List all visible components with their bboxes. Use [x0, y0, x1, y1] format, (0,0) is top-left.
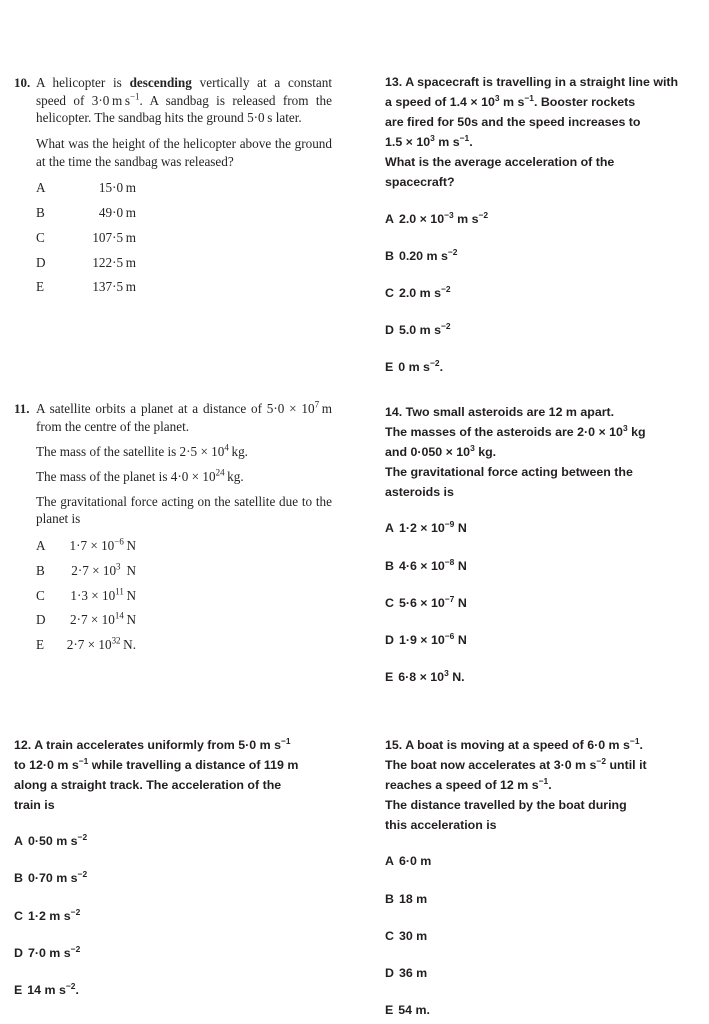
question-12 [14, 735, 344, 1000]
question-15 [385, 735, 695, 1020]
question-10-paragraph: What was the height of the helicopter above the ground at the time the sandbag was released? [36, 136, 332, 169]
option-value: 122·5 m [92, 254, 136, 270]
option-value: 6·0 m [398, 854, 432, 869]
question-11 [14, 400, 332, 661]
option-letter: E [385, 669, 394, 684]
option-value: 107·5 m [92, 229, 136, 245]
question-15-line: reaches a speed of 12 m $s^{-1}$. [385, 776, 552, 793]
option-letter: A [36, 538, 46, 554]
right-column [368, 0, 709, 1024]
option-value: 30 m [398, 928, 428, 943]
option-letter: A [385, 854, 394, 869]
question-13-line: spacecraft? [385, 175, 455, 190]
option-letter: B [36, 562, 45, 578]
question-14-options [385, 518, 695, 686]
option-c[interactable] [385, 926, 695, 946]
option-e[interactable] [36, 636, 332, 654]
question-14-line: 14. Two small asteroids are 12 m apart. [385, 405, 615, 419]
option-letter: D [14, 945, 23, 960]
option-letter: C [385, 595, 394, 610]
option-letter: B [385, 891, 394, 906]
question-10-number: 10. [14, 75, 31, 90]
option-letter: B [385, 248, 394, 263]
question-11-paragraph: The mass of the planet is $4\cdot 0 \times 10^{24}$ kg. [36, 467, 244, 485]
question-10-body [36, 74, 332, 170]
question-10-options [36, 179, 332, 295]
question-11-paragraph: The gravitational force acting on the satellite due to the planet is [36, 493, 332, 527]
option-a[interactable] [36, 537, 332, 555]
option-value: $2\cdot 7 \times 10^{14}$ N [70, 610, 136, 628]
question-13-line: What is the average acceleration of the [385, 155, 615, 170]
option-letter: B [385, 558, 394, 573]
option-letter: D [36, 254, 46, 270]
option-b[interactable] [36, 204, 332, 222]
option-a[interactable] [14, 831, 344, 851]
option-b[interactable] [14, 868, 344, 888]
question-12-line: train is [14, 798, 55, 813]
option-value: $2.0 \times 10^{-3}$ m $s^{-2}$ [398, 209, 489, 226]
question-11-paragraph: A satellite orbits a planet at a distance of $5\cdot 0 \times 10^7$ m from the centre of the planet. [36, 399, 332, 434]
option-c[interactable] [385, 593, 695, 613]
option-letter: E [36, 636, 45, 652]
question-12-line: 12. A train accelerates uniformly from 5·0 m $s^{-1}$ [14, 735, 291, 752]
question-12-options [14, 831, 344, 999]
option-value: 0 m $s^{-2}$. [398, 357, 444, 374]
option-value: $4\cdot 6 \times 10^{-8}$ N [398, 556, 467, 573]
question-13-line: a speed of $1.4 \times 10^3$ m $s^{-1}$. Booster rockets [385, 92, 636, 110]
option-a[interactable] [385, 209, 695, 229]
option-letter: A [14, 834, 23, 849]
question-14-line: The masses of the asteroids are $2\cdot 0 \times 10^3$ kg [385, 422, 646, 440]
option-d[interactable] [36, 254, 332, 272]
option-e[interactable] [385, 1000, 695, 1020]
question-13-line: $1.5 \times 10^3$ m $s^{-1}$. [385, 133, 473, 150]
option-letter: E [385, 1002, 394, 1017]
option-value: 1·2 m $s^{-2}$ [27, 906, 81, 923]
question-14-line: and $0\cdot 050 \times 10^3$ kg. [385, 443, 497, 460]
option-value: 18 m [398, 891, 428, 906]
question-11-options [36, 537, 332, 653]
option-letter: B [36, 205, 45, 221]
option-letter: C [14, 908, 23, 923]
option-value: 14 m $s^{-2}$. [27, 980, 79, 997]
option-letter: C [36, 587, 45, 603]
option-value: $1\cdot 7 \times 10^{-6}$ N [69, 536, 136, 554]
question-15-line: this acceleration is [385, 818, 497, 833]
option-d[interactable] [385, 963, 695, 983]
option-value: 137·5 m [92, 279, 136, 295]
option-letter: D [385, 965, 394, 980]
option-letter: A [385, 211, 394, 226]
option-value: 7·0 m $s^{-2}$ [27, 943, 81, 960]
option-value: $1\cdot 3 \times 10^{11}$ N [70, 586, 136, 603]
option-a[interactable] [385, 851, 695, 871]
option-a[interactable] [385, 518, 695, 538]
question-10 [14, 74, 332, 303]
option-value: 0·50 m $s^{-2}$ [27, 832, 88, 849]
option-d[interactable] [385, 630, 695, 650]
question-15-line: The distance travelled by the boat during [385, 798, 627, 813]
question-13 [385, 72, 695, 377]
option-letter: E [385, 359, 394, 374]
option-value: 49·0 m [98, 205, 136, 221]
option-c[interactable] [385, 283, 695, 303]
option-letter: E [36, 279, 45, 295]
option-value: 54 m. [398, 1002, 430, 1017]
option-a[interactable] [36, 179, 332, 197]
option-d[interactable] [385, 320, 695, 340]
question-11-body [36, 400, 332, 528]
option-value: 0.20 m $s^{-2}$ [398, 246, 458, 263]
option-letter: A [385, 521, 394, 536]
question-15-line: The boat now accelerates at 3·0 m $s^{-2}$ until it [385, 755, 647, 773]
option-letter: D [36, 612, 46, 628]
question-14-line: The gravitational force acting between the [385, 465, 633, 480]
option-b[interactable] [385, 246, 695, 266]
option-value: $2\cdot 7 \times 10^3$ N [71, 561, 136, 578]
question-10-paragraph: A helicopter is descending vertically at a constant speed of 3·0 m $s^{-1}$. A sandbag is released from the helicopter. The sandbag hits the ground 5·0 s later. [36, 75, 332, 126]
question-15-options [385, 851, 695, 1019]
question-15-line: 15. A boat is moving at a speed of 6·0 m $s^{-1}$. [385, 735, 643, 752]
question-14 [385, 402, 695, 687]
question-12-line: to 12·0 m $s^{-1}$ while travelling a distance of 119 m [14, 755, 299, 773]
option-letter: C [36, 229, 45, 245]
option-c[interactable] [14, 906, 344, 926]
question-11-paragraph: The mass of the satellite is $2\cdot 5 \times 10^4$ kg. [36, 442, 248, 460]
option-b[interactable] [36, 562, 332, 580]
option-c[interactable] [36, 229, 332, 247]
question-12-line: along a straight track. The acceleration of the [14, 778, 282, 793]
option-b[interactable] [385, 556, 695, 576]
option-e[interactable] [385, 667, 695, 687]
option-letter: B [14, 871, 23, 886]
option-value: 0·70 m $s^{-2}$ [27, 869, 88, 886]
option-e[interactable] [385, 357, 695, 377]
option-value: $6\cdot 8 \times 10^3$ N. [398, 667, 465, 684]
option-value: 2.0 m $s^{-2}$ [398, 283, 451, 300]
question-11-number: 11. [14, 401, 30, 416]
option-value: 36 m [398, 965, 428, 980]
option-e[interactable] [14, 980, 344, 1000]
option-letter: E [14, 982, 23, 997]
option-c[interactable] [36, 587, 332, 605]
option-d[interactable] [36, 611, 332, 629]
option-letter: D [385, 632, 394, 647]
option-value: 15·0 m [98, 180, 136, 196]
option-letter: D [385, 322, 394, 337]
option-letter: C [385, 285, 394, 300]
question-14-line: asteroids is [385, 485, 454, 500]
option-value: $5\cdot 6 \times 10^{-7}$ N [398, 593, 467, 610]
option-letter: C [385, 928, 394, 943]
option-value: 5.0 m $s^{-2}$ [398, 320, 451, 337]
option-value: $1\cdot 9 \times 10^{-6}$ N [398, 630, 467, 647]
option-e[interactable] [36, 278, 332, 296]
question-13-options [385, 209, 695, 377]
option-d[interactable] [14, 943, 344, 963]
option-b[interactable] [385, 889, 695, 909]
option-letter: A [36, 180, 46, 196]
question-13-line: are fired for 50s and the speed increases to [385, 115, 641, 130]
question-13-line: 13. A spacecraft is travelling in a straight line with [385, 75, 679, 89]
option-value: $1\cdot 2 \times 10^{-9}$ N [398, 519, 467, 536]
option-value: $2\cdot 7 \times 10^{32}$ N. [66, 635, 136, 652]
